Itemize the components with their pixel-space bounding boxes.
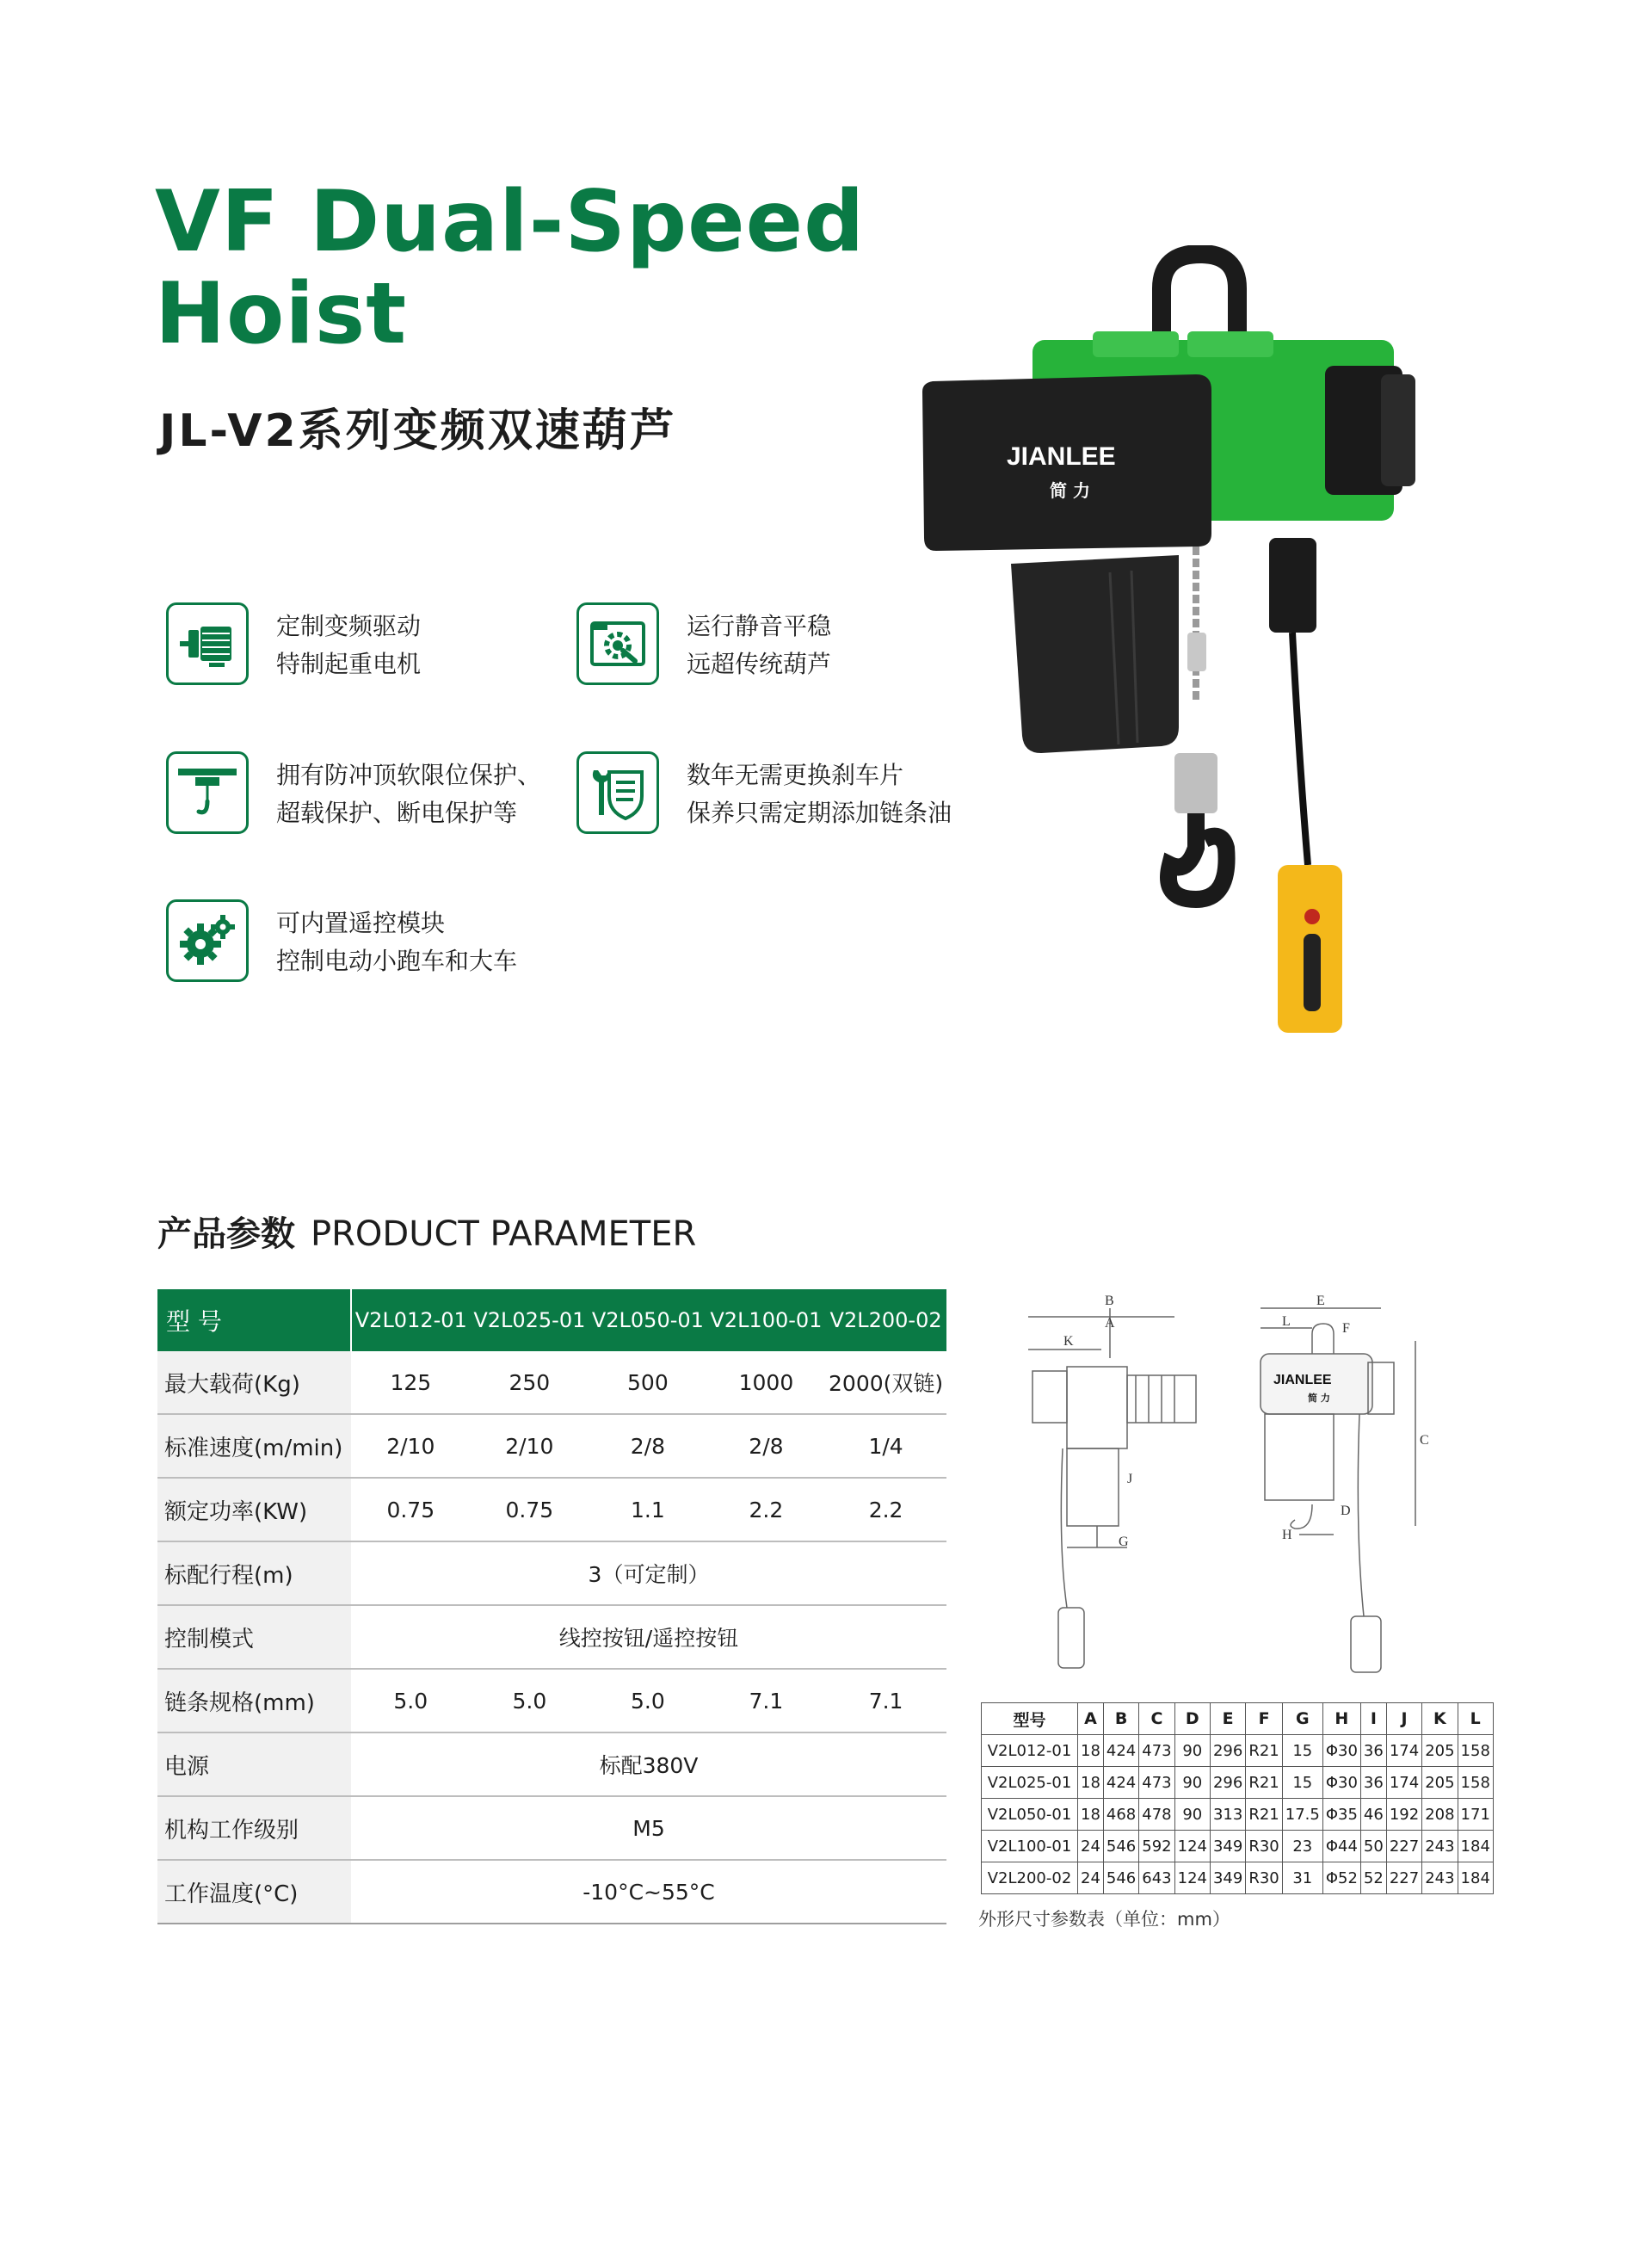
table-cell: 205 [1422, 1767, 1458, 1799]
table-cell: 349 [1210, 1862, 1245, 1894]
table-cell: 227 [1386, 1831, 1421, 1862]
table-cell: 1000 [707, 1351, 826, 1414]
model-column-header: V2L025-01 [471, 1289, 589, 1351]
table-cell: 7.1 [707, 1669, 826, 1732]
table-cell: V2L100-01 [982, 1831, 1078, 1862]
dimension-header: E [1210, 1703, 1245, 1735]
merged-cell: -10°C~55°C [351, 1860, 946, 1924]
table-cell: 5.0 [471, 1669, 589, 1732]
gears-icon [166, 899, 249, 982]
drawing-logo-cn: 简 力 [1308, 1393, 1330, 1404]
feature-line: 定制变频驱动 [276, 612, 422, 640]
parameter-title-zh: 产品参数 [157, 1214, 295, 1254]
merged-cell: 标配380V [351, 1732, 946, 1796]
table-cell: 90 [1174, 1799, 1210, 1831]
table-cell: 158 [1458, 1735, 1493, 1767]
parameter-section-title [157, 1207, 696, 1256]
table-cell: 174 [1386, 1767, 1421, 1799]
row-label: 额定功率(KW) [157, 1478, 351, 1541]
feature-line: 超载保护、断电保护等 [276, 799, 518, 827]
dimension-header: F [1246, 1703, 1282, 1735]
dimension-header: 型号 [982, 1703, 1078, 1735]
model-header: 型 号 [157, 1289, 351, 1351]
dimension-header: K [1422, 1703, 1458, 1735]
table-cell: Φ44 [1322, 1831, 1360, 1862]
table-cell: Φ30 [1322, 1767, 1360, 1799]
table-cell: 227 [1386, 1862, 1421, 1894]
feature-remote [166, 899, 545, 994]
row-label: 标准速度(m/min) [157, 1414, 351, 1478]
model-column-header: V2L050-01 [589, 1289, 707, 1351]
feature-line: 保养只需定期添加链条油 [687, 799, 952, 827]
dimension-header: I [1360, 1703, 1386, 1735]
table-cell: 2/8 [707, 1414, 826, 1478]
table-cell: R30 [1246, 1831, 1282, 1862]
feature-line: 特制起重电机 [276, 650, 422, 678]
table-row [982, 1735, 1494, 1767]
row-label: 电源 [157, 1732, 351, 1796]
dimension-label-g: G [1119, 1535, 1129, 1549]
title-line-1: VF Dual-Speed [155, 173, 866, 271]
merged-cell: 线控按钮/遥控按钮 [351, 1605, 946, 1669]
dimension-label-f: F [1342, 1321, 1350, 1336]
table-cell: 349 [1210, 1831, 1245, 1862]
table-cell: 2.2 [707, 1478, 826, 1541]
table-cell: 46 [1360, 1799, 1386, 1831]
table-cell: 184 [1458, 1831, 1493, 1862]
dimension-header: J [1386, 1703, 1421, 1735]
feature-line: 拥有防冲顶软限位保护、 [276, 761, 542, 789]
table-cell: R21 [1246, 1799, 1282, 1831]
table-cell: 31 [1282, 1862, 1322, 1894]
table-cell: 0.75 [351, 1478, 471, 1541]
dimension-table-caption: 外形尺寸参数表（单位：mm） [978, 1909, 1230, 1930]
hoist-product-image [912, 245, 1446, 1046]
table-cell: 24 [1078, 1862, 1104, 1894]
row-label: 链条规格(mm) [157, 1669, 351, 1732]
table-cell: 17.5 [1282, 1799, 1322, 1831]
dimension-header: L [1458, 1703, 1493, 1735]
feature-line: 可内置遥控模块 [276, 909, 446, 937]
table-cell: 1.1 [589, 1478, 707, 1541]
feature-maintenance [576, 751, 955, 846]
drawing-logo-text: JIANLEE [1273, 1373, 1332, 1387]
table-cell: 208 [1422, 1799, 1458, 1831]
row-label: 最大载荷(Kg) [157, 1351, 351, 1414]
dimension-label-k: K [1063, 1334, 1074, 1349]
table-cell: V2L050-01 [982, 1799, 1078, 1831]
parameter-header-row [157, 1289, 946, 1351]
table-cell: 473 [1139, 1767, 1174, 1799]
table-row [982, 1831, 1494, 1862]
table-cell: 18 [1078, 1799, 1104, 1831]
table-cell: 313 [1210, 1799, 1245, 1831]
table-row [157, 1541, 946, 1605]
table-cell: 50 [1360, 1831, 1386, 1862]
dimension-label-c: C [1420, 1433, 1429, 1448]
table-cell: 296 [1210, 1767, 1245, 1799]
table-cell: 478 [1139, 1799, 1174, 1831]
dimension-header: A [1078, 1703, 1104, 1735]
table-cell: 7.1 [825, 1669, 946, 1732]
table-cell: R30 [1246, 1862, 1282, 1894]
table-cell: V2L012-01 [982, 1735, 1078, 1767]
page-title [155, 173, 929, 363]
merged-cell: M5 [351, 1796, 946, 1860]
feature-line: 数年无需更换刹车片 [687, 761, 904, 789]
table-cell: 1/4 [825, 1414, 946, 1478]
dimension-label-d: D [1341, 1504, 1351, 1518]
table-cell: 500 [589, 1351, 707, 1414]
table-cell: 2/10 [471, 1414, 589, 1478]
table-cell: 192 [1386, 1799, 1421, 1831]
dimension-header: H [1322, 1703, 1360, 1735]
dimension-header: C [1139, 1703, 1174, 1735]
table-cell: 243 [1422, 1831, 1458, 1862]
table-cell: Φ35 [1322, 1799, 1360, 1831]
table-cell: 24 [1078, 1831, 1104, 1862]
table-row [157, 1796, 946, 1860]
table-row [982, 1767, 1494, 1799]
table-cell: 468 [1103, 1799, 1138, 1831]
motor-icon [166, 602, 249, 685]
table-cell: 23 [1282, 1831, 1322, 1862]
table-cell: R21 [1246, 1767, 1282, 1799]
table-cell: 2000(双链) [825, 1351, 946, 1414]
table-cell: 243 [1422, 1862, 1458, 1894]
table-cell: 125 [351, 1351, 471, 1414]
table-cell: 184 [1458, 1862, 1493, 1894]
table-cell: 592 [1139, 1831, 1174, 1862]
dimension-label-h: H [1282, 1528, 1292, 1542]
title-line-2: Hoist [155, 265, 408, 363]
table-cell: 15 [1282, 1735, 1322, 1767]
merged-cell: 3（可定制） [351, 1541, 946, 1605]
table-cell: 52 [1360, 1862, 1386, 1894]
silent-gear-icon [576, 602, 659, 685]
dimension-label-a: A [1105, 1316, 1115, 1331]
model-column-header: V2L012-01 [351, 1289, 471, 1351]
table-row [157, 1669, 946, 1732]
table-row [157, 1414, 946, 1478]
dimension-label-l: L [1282, 1314, 1291, 1329]
table-cell: 2/10 [351, 1414, 471, 1478]
table-cell: 18 [1078, 1735, 1104, 1767]
table-cell: Φ52 [1322, 1862, 1360, 1894]
table-cell: V2L200-02 [982, 1862, 1078, 1894]
table-cell: 90 [1174, 1735, 1210, 1767]
table-cell: 15 [1282, 1767, 1322, 1799]
dimension-header: B [1103, 1703, 1138, 1735]
limit-hook-icon [166, 751, 249, 834]
table-cell: V2L025-01 [982, 1767, 1078, 1799]
row-label: 控制模式 [157, 1605, 351, 1669]
table-cell: Φ30 [1322, 1735, 1360, 1767]
table-row [982, 1862, 1494, 1894]
table-cell: 473 [1139, 1735, 1174, 1767]
dimension-label-e: E [1316, 1294, 1325, 1308]
row-label: 工作温度(°C) [157, 1860, 351, 1924]
table-cell: 546 [1103, 1862, 1138, 1894]
table-cell: 18 [1078, 1767, 1104, 1799]
hoist-logo-text: JIANLEE [1007, 442, 1116, 471]
shield-wrench-icon [576, 751, 659, 834]
feature-limit [166, 751, 545, 846]
table-cell: 5.0 [589, 1669, 707, 1732]
table-cell: 158 [1458, 1767, 1493, 1799]
table-cell: 124 [1174, 1862, 1210, 1894]
table-cell: 250 [471, 1351, 589, 1414]
table-cell: 424 [1103, 1767, 1138, 1799]
model-column-header: V2L200-02 [825, 1289, 946, 1351]
dimension-label-j: J [1127, 1472, 1133, 1486]
parameter-table [157, 1289, 946, 1924]
row-label: 标配行程(m) [157, 1541, 351, 1605]
dimension-table [981, 1702, 1494, 1894]
table-cell: 296 [1210, 1735, 1245, 1767]
table-row [157, 1605, 946, 1669]
dimension-header-row [982, 1703, 1494, 1735]
table-cell: 36 [1360, 1735, 1386, 1767]
table-cell: 5.0 [351, 1669, 471, 1732]
table-cell: 171 [1458, 1799, 1493, 1831]
row-label: 机构工作级别 [157, 1796, 351, 1860]
table-row [157, 1478, 946, 1541]
dimension-header: G [1282, 1703, 1322, 1735]
feature-motor [166, 602, 545, 697]
table-cell: 124 [1174, 1831, 1210, 1862]
table-cell: 205 [1422, 1735, 1458, 1767]
table-cell: 36 [1360, 1767, 1386, 1799]
table-row [982, 1799, 1494, 1831]
feature-line: 远超传统葫芦 [687, 650, 832, 678]
table-cell: 2.2 [825, 1478, 946, 1541]
table-cell: 2/8 [589, 1414, 707, 1478]
dimension-label-b: B [1105, 1294, 1114, 1308]
table-cell: 0.75 [471, 1478, 589, 1541]
table-row [157, 1732, 946, 1796]
page-subtitle: JL-V2系列变频双速葫芦 [159, 405, 677, 457]
table-cell: 90 [1174, 1767, 1210, 1799]
parameter-title-en: PRODUCT PARAMETER [311, 1214, 697, 1254]
feature-line: 控制电动小跑车和大车 [276, 947, 518, 975]
technical-drawing [1015, 1289, 1446, 1694]
hoist-logo-cn: 简 力 [1050, 480, 1090, 501]
table-cell: 424 [1103, 1735, 1138, 1767]
table-cell: R21 [1246, 1735, 1282, 1767]
table-cell: 546 [1103, 1831, 1138, 1862]
dimension-header: D [1174, 1703, 1210, 1735]
model-column-header: V2L100-01 [707, 1289, 826, 1351]
table-row [157, 1860, 946, 1924]
table-cell: 174 [1386, 1735, 1421, 1767]
feature-line: 运行静音平稳 [687, 612, 832, 640]
feature-silent [576, 602, 955, 697]
table-row [157, 1351, 946, 1414]
table-cell: 643 [1139, 1862, 1174, 1894]
